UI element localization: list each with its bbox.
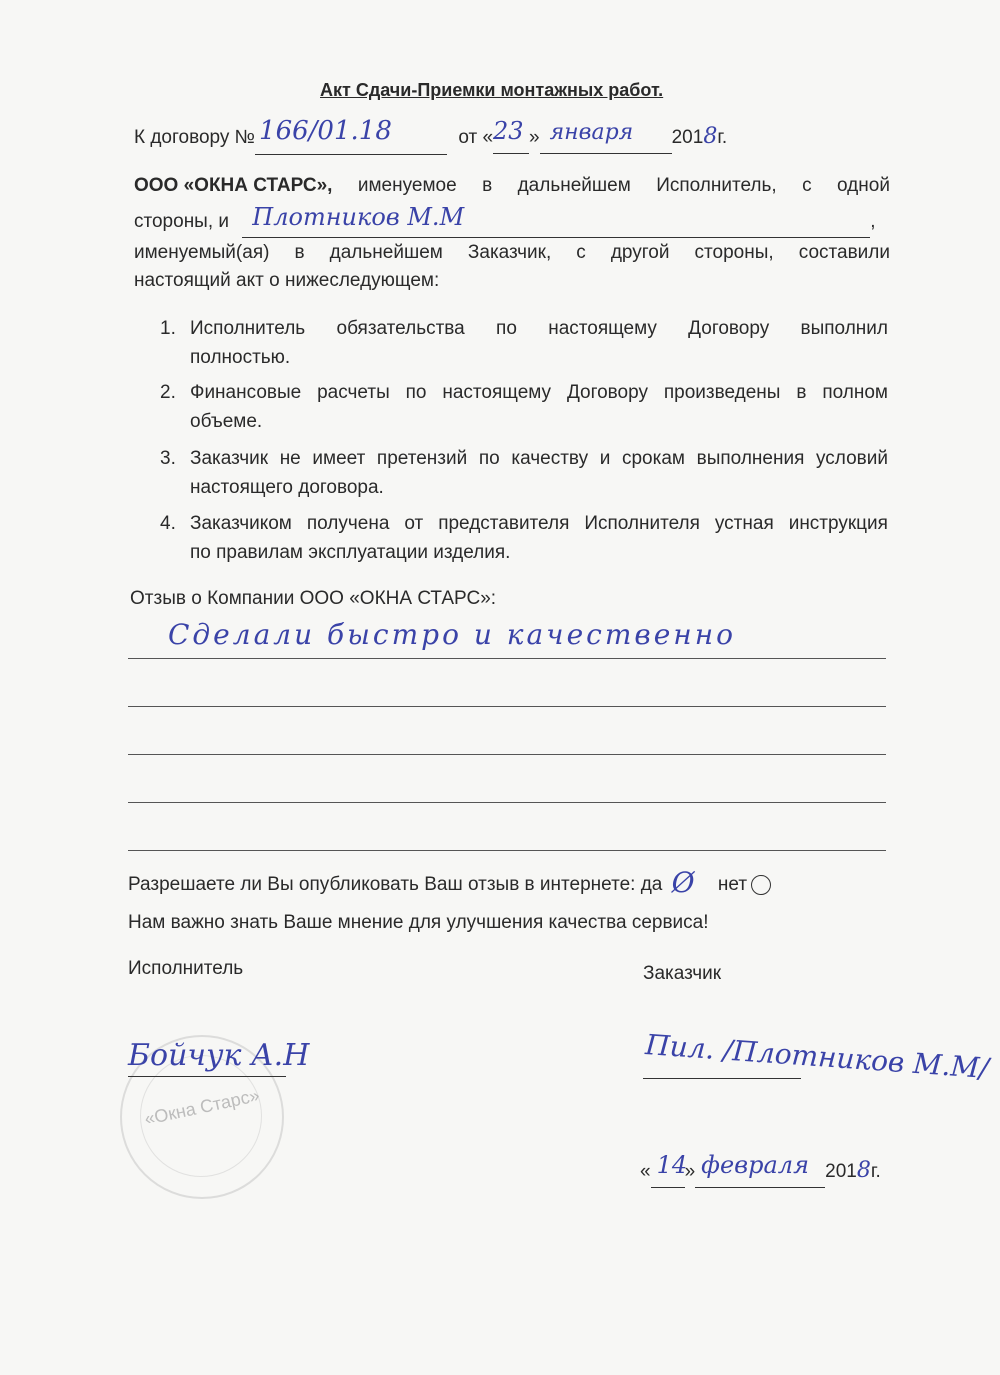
list-item-3-number: 3. [160, 448, 176, 469]
intro-word: Заказчик, [467, 242, 552, 263]
review-line-5 [128, 850, 886, 851]
intro-line2-prefix: стороны, и [134, 211, 230, 232]
item-word: представителя [438, 513, 570, 534]
intro-word: одной [837, 175, 890, 196]
date-year-digit: 8 [856, 1158, 871, 1183]
review-line-3 [128, 754, 886, 755]
intro-word: именуемое [357, 175, 457, 196]
item-word: Исполнитель [190, 318, 306, 339]
document-title: Акт Сдачи-Приемки монтажных работ. [320, 80, 664, 100]
publish-no-label: нет [717, 874, 748, 895]
contract-prefix: К договору № [134, 127, 256, 148]
item-word: по [478, 448, 500, 469]
date-month: февраля [701, 1151, 809, 1179]
customer-signature-line [643, 1078, 801, 1079]
item-word: Договору [688, 318, 770, 339]
customer-date [640, 1151, 881, 1184]
review-label: Отзыв о Компании ООО «ОКНА СТАРС»: [130, 588, 497, 609]
item-word: Исполнителя [584, 513, 700, 534]
item-word: по [496, 318, 517, 339]
intro-word: Исполнитель, [656, 175, 777, 196]
customer-label: Заказчик [643, 963, 722, 984]
publish-yes-mark: Ø [671, 866, 695, 899]
item-word: Договору [566, 382, 648, 403]
intro-line-2 [134, 205, 876, 234]
intro-line2-suffix: , [870, 211, 876, 232]
intro-line-3 [134, 242, 890, 264]
item-word: претензий [376, 448, 468, 469]
item-word: не [279, 448, 301, 469]
item-word: обязательства [336, 318, 465, 339]
contract-year-suffix: г. [717, 127, 728, 148]
item-word: Финансовые [190, 382, 302, 403]
contract-month: января [549, 120, 634, 145]
date-year-prefix: 201 [825, 1161, 857, 1182]
date-close-quote: » [684, 1161, 696, 1182]
list-item-3-line-2: настоящего договора. [190, 477, 384, 498]
date-open-quote: « [640, 1161, 651, 1182]
item-word: полном [822, 382, 888, 403]
intro-word: дальнейшем [517, 175, 631, 196]
list-item-1-line-1 [190, 318, 888, 340]
intro-word: ООО «ОКНА СТАРС», [134, 175, 333, 196]
review-line-1 [128, 658, 886, 659]
publish-question: Разрешаете ли Вы опубликовать Ваш отзыв в интернете: да [128, 874, 663, 895]
contract-number: 166/01.18 [259, 116, 392, 146]
date-day: 14 [656, 1151, 688, 1179]
item-word: настоящему [442, 382, 552, 403]
intro-word: стороны, [694, 242, 774, 263]
item-word: от [404, 513, 424, 534]
intro-word: с [576, 242, 586, 263]
executor-signature-line [128, 1076, 286, 1077]
intro-word: в [294, 242, 305, 263]
stamp-text: «Окна Старс» [142, 1085, 262, 1129]
list-item-4-line-1 [190, 513, 888, 535]
item-word: получена [306, 513, 390, 534]
intro-line-1 [134, 175, 890, 197]
date-year-suffix: г. [870, 1161, 881, 1182]
contract-from-label: от « [458, 127, 494, 148]
contract-number-field [255, 116, 447, 155]
executor-signature: Бойчук А.Н [128, 1038, 310, 1073]
contract-line [134, 116, 728, 151]
item-word: условий [816, 448, 888, 469]
publish-no-radio[interactable] [751, 875, 771, 895]
item-word: качеству [511, 448, 589, 469]
item-word: срокам [621, 448, 685, 469]
list-item-4-number: 4. [160, 513, 176, 534]
intro-word: другой [610, 242, 670, 263]
executor-label: Исполнитель [128, 958, 244, 979]
date-day-field [651, 1151, 688, 1188]
item-word: инструкция [788, 513, 888, 534]
date-month-field [695, 1151, 825, 1188]
contract-year-prefix: 201 [671, 127, 704, 148]
contract-day-field [493, 117, 529, 154]
important-note: Нам важно знать Ваше мнение для улучшения качества сервиса! [128, 912, 709, 933]
item-word: расчеты [317, 382, 390, 403]
contract-year-digit: 8 [703, 124, 718, 149]
item-word: в [796, 382, 807, 403]
item-word: Заказчиком [190, 513, 292, 534]
list-item-4-line-2: по правилам эксплуатации изделия. [190, 542, 511, 563]
list-item-2-line-2: объеме. [190, 411, 263, 432]
item-word: Заказчик [190, 448, 269, 469]
list-item-2-line-1 [190, 382, 888, 404]
item-word: настоящему [548, 318, 657, 339]
item-word: выполнения [696, 448, 805, 469]
contract-month-sep: » [529, 127, 540, 148]
list-item-1-line-2: полностью. [190, 347, 291, 368]
review-text: Сделали быстро и качественно [168, 618, 737, 651]
list-item-1-number: 1. [160, 318, 176, 339]
intro-word: именуемый(ая) [134, 242, 270, 263]
item-word: выполнил [800, 318, 888, 339]
intro-word: в [482, 175, 493, 196]
intro-word: дальнейшем [329, 242, 443, 263]
review-line-4 [128, 802, 886, 803]
intro-word: составили [798, 242, 890, 263]
customer-name: Плотников М.М [252, 203, 465, 231]
item-word: имеет [312, 448, 366, 469]
customer-name-field [242, 203, 870, 238]
customer-signature: Пил. /Плотников М.М/ [644, 1028, 990, 1085]
list-item-3-line-1 [190, 448, 888, 470]
publish-permission-row [128, 864, 771, 897]
item-word: по [405, 382, 427, 403]
item-word: устная [714, 513, 774, 534]
intro-word: с [802, 175, 812, 196]
contract-day: 23 [493, 117, 524, 145]
item-word: и [599, 448, 611, 469]
intro-line-4: настоящий акт о нижеследующем: [134, 270, 440, 291]
item-word: произведены [663, 382, 781, 403]
contract-month-field [540, 120, 672, 154]
review-line-2 [128, 706, 886, 707]
list-item-2-number: 2. [160, 382, 176, 403]
